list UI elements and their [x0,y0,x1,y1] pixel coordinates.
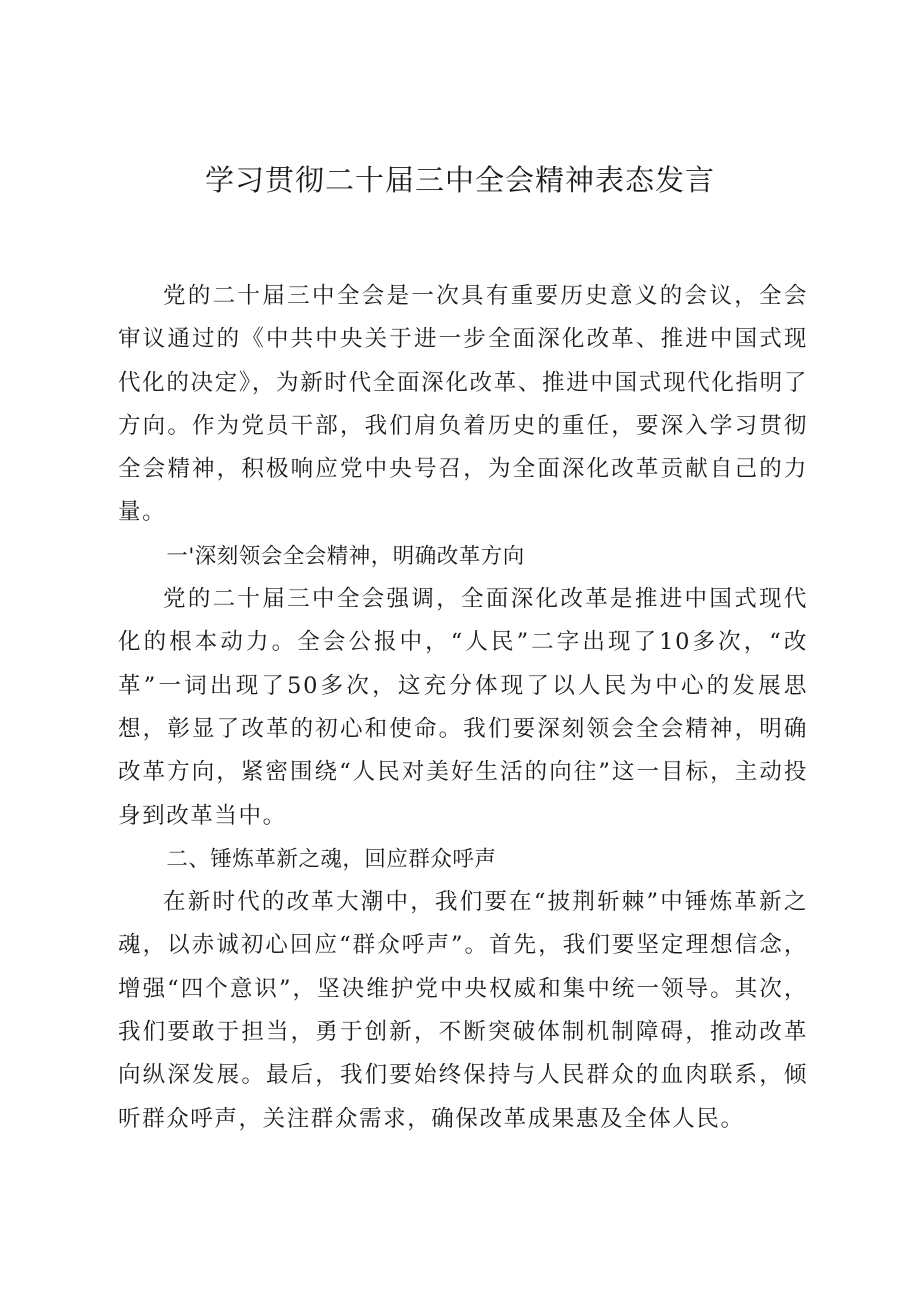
section-body-2: 在新时代的改革大潮中，我们要在“披荆斩棘”中锤炼革新之魂，以赤诚初心回应“群众呼声”。首先，我们要坚定理想信念，增强“四个意识”，坚决维护党中央权威和集中统一领导。其次，我们要敢于担当，勇于创新，不断突破体制机制障碍，推动改革向纵深发展。最后，我们要始终保持与人民群众的血肉联系，倾听群众呼声，关注群众需求，确保改革成果惠及全体人民。 [118,889,808,1132]
section-heading-1: 一'深刻领会全会精神，明确改革方向 [166,543,525,569]
section-heading-2: 二、锤炼革新之魂，回应群众呼声 [166,846,497,872]
section-body-1: 党的二十届三中全会强调，全面深化改革是推进中国式现代化的根本动力。全会公报中，“人民”二字出现了10多次，“改革”一词出现了50多次，这充分体现了以人民为中心的发展思想，彰显了改革的初心和使命。我们要深刻领会全会精神，明确改革方向，紧密围绕“人民对美好生活的向往”这一目标，主动投身到改革当中。 [118,586,808,829]
document-body [118,275,808,1141]
intro-paragraph: 党的二十届三中全会是一次具有重要历史意义的会议，全会审议通过的《中共中央关于进一步全面深化改革、推进中国式现代化的决定》，为新时代全面深化改革、推进中国式现代化指明了方向。作为党员干部，我们肩负着历史的重任，要深入学习贯彻全会精神，积极响应党中央号召，为全面深化改革贡献自己的力量。 [118,283,808,526]
document-title: 学习贯彻二十届三中全会精神表态发言 [204,163,715,197]
